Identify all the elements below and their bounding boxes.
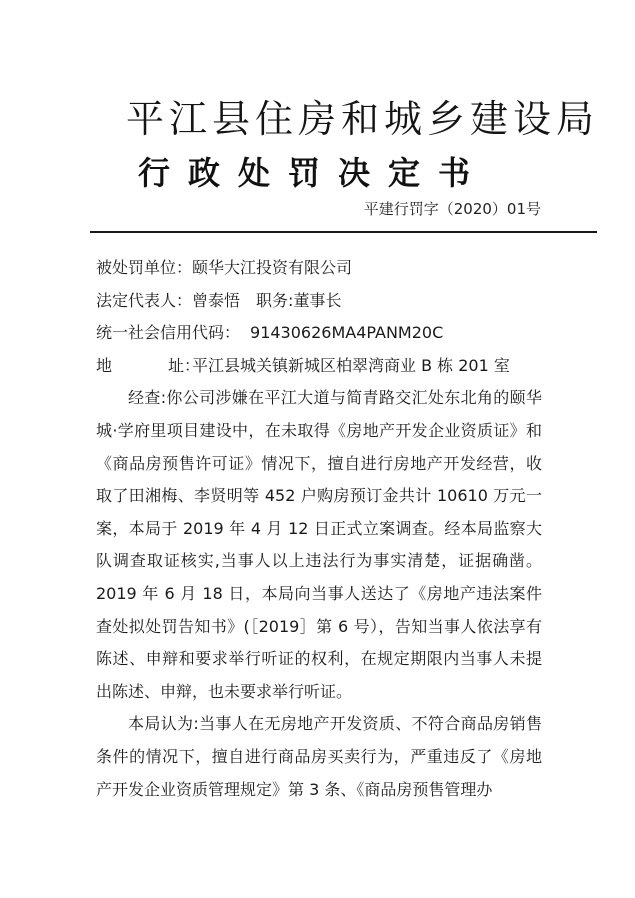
position-label: 职务: (256, 290, 294, 310)
legal-rep-label: 法定代表人： (96, 290, 193, 310)
penalized-unit-line (96, 252, 542, 285)
header-divider (90, 231, 597, 233)
issuing-organization-title: 平江县住房和城乡建设局 (126, 97, 600, 141)
address-value: 平江县城关镇新城区柏翠湾商业 B 栋 201 室 (192, 355, 510, 375)
credit-code-value: 91430626MA4PANM20C (250, 323, 444, 343)
position-value: 董事长 (293, 290, 342, 310)
credit-code-label: 统一社会信用代码： (96, 323, 241, 343)
address-label-first: 地 (96, 355, 113, 375)
penalized-unit-value: 颐华大江投资有限公司 (192, 258, 353, 277)
legal-representative-line (96, 285, 542, 318)
determination-paragraph: 本局认为:当事人在无房地产开发资质、不符合商品房销售条件的情况下，擅自进行商品房买卖行为，严重违反了《房地产开发企业资质管理规定》第 3 条、《商品房预售管理办 (96, 714, 542, 799)
credit-code-line (96, 317, 542, 350)
address-line (96, 350, 542, 383)
investigation-paragraph: 经查:你公司涉嫌在平江大道与简青路交汇处东北角的颐华城·学府里项目建设中，在未取得《房地产开发企业资质证》和《商品房预售许可证》情况下，擅自进行房地产开发经营，收取了田湘梅、李贤明等 452 户购房预订金共计 10610 万元一案，本局于 2019 年 4 月 12 日正式立案调查。经本局监察大队调查取证核实,当事人以上违法行为事实清楚，证据确凿。2019 年 6 月 18 日，本局向当事人送达了《房地产违法案件查处拟处罚告知书》(［2019］第 6 号），告知当事人依法享有陈述、申辩和要求举行听证的权利，在规定期限内当事人未提出陈述、申辩，也未要求举行听证。 (96, 388, 542, 701)
document-number: 平建行罚字（2020）01号 (363, 200, 541, 218)
legal-rep-value: 曾泰悟 (192, 290, 241, 310)
document-type-title: 行政处罚决定书 (138, 154, 489, 192)
address-label (96, 350, 201, 383)
document-body (96, 252, 542, 806)
penalized-unit-label: 被处罚单位： (96, 258, 193, 277)
address-label-second: 址： (168, 355, 201, 375)
